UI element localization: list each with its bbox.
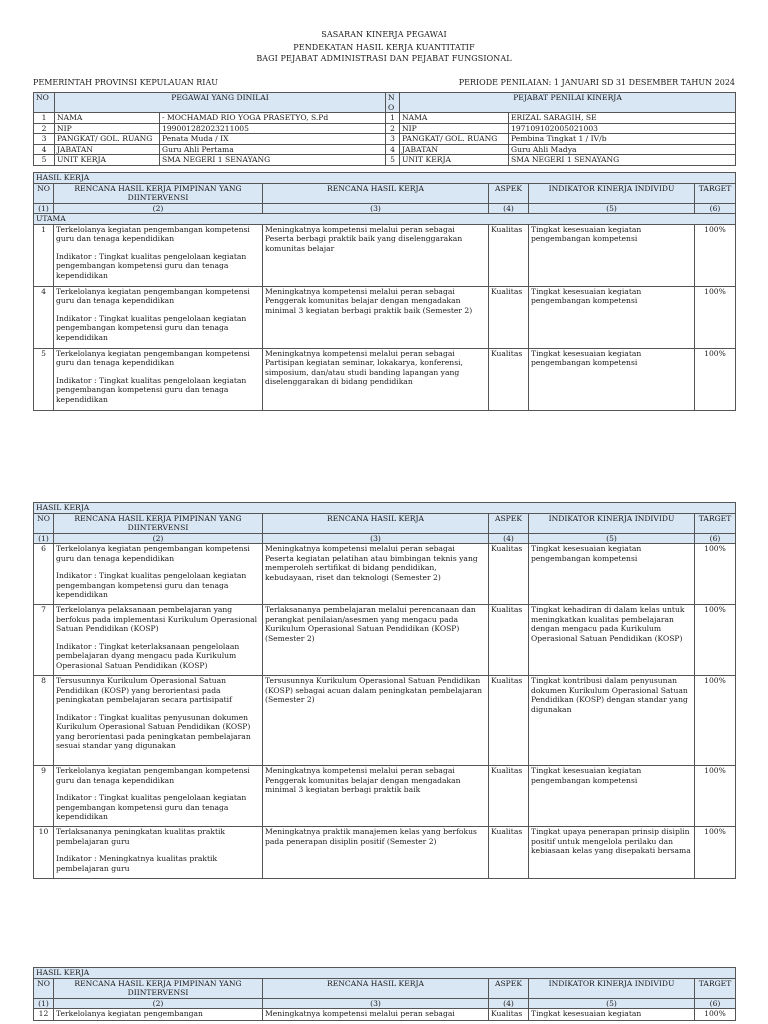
leader-indicator-text: Indikator : Meningkatnya kualitas praktik pembelajaran guru: [56, 854, 218, 873]
plan-text: Meningkatnya praktik manajemen kelas yang berfokus pada penerapan disiplin positif (Semester 2): [263, 827, 489, 879]
row-no: 5: [386, 155, 400, 166]
col-plan: RENCANA HASIL KERJA: [263, 513, 489, 533]
col-target: TARGET: [695, 513, 736, 533]
col-num: (4): [489, 203, 529, 214]
indicator-text: Tingkat kesesuaian kegiatan pengembangan kompetensi: [529, 286, 695, 348]
col-num: (5): [529, 998, 695, 1009]
col-num: (3): [263, 998, 489, 1009]
plan-text: Tersusunnya Kurikulum Operasional Satuan Pendidikan (KOSP) sebagai acuan dalam peningkatan pembelajaran (Semester 2): [263, 676, 489, 766]
leader-plan-text: Terlaksananya peningkatan kualitas praktik pembelajaran guru: [56, 827, 226, 846]
leader-plan-text: Terkelolanya kegiatan pengembangan kompetensi guru dan tenaga kependidikan: [56, 348, 250, 367]
col-leader-plan: RENCANA HASIL KERJA PIMPINAN YANG DIINTERVENSI: [54, 183, 263, 203]
row-no: 5: [34, 348, 54, 410]
row-no: 8: [34, 676, 54, 766]
work-table-page-1: [33, 172, 736, 411]
leader-plan-text: Terkelolanya kegiatan pengembangan: [54, 1009, 263, 1021]
evaluator-name: ERIZAL SARAGIH, SE: [509, 113, 736, 124]
document-title: SASARAN KINERJA PEGAWAI: [321, 30, 447, 39]
leader-plan-text: Terkelolanya kegiatan pengembangan kompetensi guru dan tenaga kependidikan: [56, 286, 250, 305]
aspect-text: Kualitas: [489, 348, 529, 410]
table-row: [34, 1009, 736, 1021]
agency-name: PEMERINTAH PROVINSI KEPULAUAN RIAU: [33, 78, 218, 87]
col-aspect: ASPEK: [489, 183, 529, 203]
col-num: (5): [529, 203, 695, 214]
row-no: 10: [34, 827, 54, 879]
indicator-text: Tingkat kehadiran di dalam kelas untuk meningkatkan kualitas pembelajaran dengan mengacu pada Kurikulum Operasional Satuan Pendidikan (KOSP): [529, 605, 695, 676]
leader-indicator-text: Indikator : Tingkat kualitas pengelolaan kegiatan pengembangan kompetensi guru dan tenaga kependidikan: [56, 571, 247, 599]
leader-indicator-text: Indikator : Tingkat kualitas pengelolaan kegiatan pengembangan kompetensi guru dan tenaga kependidikan: [56, 251, 247, 280]
col-leader-plan: RENCANA HASIL KERJA PIMPINAN YANG DIINTERVENSI: [54, 513, 263, 533]
evaluated-heading: PEGAWAI YANG DINILAI: [55, 93, 386, 113]
table-row: [34, 827, 736, 879]
evaluator-unit: SMA NEGERI 1 SENAYANG: [509, 155, 736, 166]
col-num: (4): [489, 533, 529, 544]
col-num: (1): [34, 998, 54, 1009]
plan-text: Meningkatnya kompetensi melalui peran sebagai Penggerak komunitas belajar dengan mengadakan minimal 3 kegiatan berbagi praktik baik: [263, 766, 489, 827]
aspect-text: Kualitas: [489, 224, 529, 286]
target-text: 100%: [695, 544, 736, 605]
evaluator-rank: Pembina Tingkat 1 / IV/b: [509, 134, 736, 145]
row-label: JABATAN: [400, 144, 509, 155]
row-no: 3: [386, 134, 400, 145]
aspect-text: Kualitas: [489, 766, 529, 827]
target-text: 100%: [695, 605, 736, 676]
row-no: 2: [386, 123, 400, 134]
row-label: NAMA: [55, 113, 160, 124]
row-no: 1: [34, 113, 55, 124]
col-num: (6): [695, 203, 736, 214]
leader-indicator-text: Indikator : Tingkat kualitas pengelolaan kegiatan pengembangan kompetensi guru dan tenaga kependidikan: [56, 793, 247, 821]
leader-indicator-text: Indikator : Tingkat kualitas penyusunan dokumen Kurikulum Operasional Satuan Pendidikan (KOSP) yang berorientasi pada peningkatan pembelajaran sesuai standar yang digunakan: [56, 712, 251, 750]
row-label: UNIT KERJA: [55, 155, 160, 166]
leader-plan-cell: [54, 224, 263, 286]
row-no: 6: [34, 544, 54, 605]
work-table-page-3: [33, 967, 736, 1021]
plan-text: Meningkatnya kompetensi melalui peran sebagai Peserta kegiatan pelatihan atau bimbingan teknis yang memperoleh sertifikat di bidang pendidikan, kebudayaan, riset dan teknologi (Semester 2): [263, 544, 489, 605]
row-no: 12: [34, 1009, 54, 1021]
identity-row: [34, 123, 736, 134]
col-aspect: ASPEK: [489, 513, 529, 533]
leader-plan-cell: [54, 348, 263, 410]
col-num: (2): [54, 998, 263, 1009]
row-no: 4: [386, 144, 400, 155]
plan-text: Meningkatnya kompetensi melalui peran sebagai Penggerak komunitas belajar dengan mengadakan minimal 3 kegiatan berbagi praktik baik (Semester 2): [263, 286, 489, 348]
target-text: 100%: [695, 1009, 736, 1021]
aspect-text: Kualitas: [489, 676, 529, 766]
indicator-text: Tingkat kesesuaian kegiatan: [529, 1009, 695, 1021]
identity-row: [34, 113, 736, 124]
row-label: PANGKAT/ GOL. RUANG: [55, 134, 160, 145]
aspect-text: Kualitas: [489, 286, 529, 348]
row-no: 5: [34, 155, 55, 166]
target-text: 100%: [695, 286, 736, 348]
leader-plan-text: Terkelolanya kegiatan pengembangan kompetensi guru dan tenaga kependidikan: [56, 224, 250, 243]
col-num: (3): [263, 203, 489, 214]
row-no: 4: [34, 144, 55, 155]
col-target: TARGET: [695, 183, 736, 203]
row-no: 2: [34, 123, 55, 134]
table-row: [34, 605, 736, 676]
col-num: (6): [695, 533, 736, 544]
table-row: [34, 544, 736, 605]
plan-text: Meningkatnya kompetensi melalui peran sebagai Partisipan kegiatan seminar, lokakarya, konferensi, simposium, dan/atau studi banding lapangan yang diselenggarakan di bidang pendidikan: [263, 348, 489, 410]
evaluator-nip: 197109102005021003: [509, 123, 736, 134]
leader-indicator-text: Indikator : Tingkat kualitas pengelolaan kegiatan pengembangan kompetensi guru dan tenaga kependidikan: [56, 375, 247, 404]
table-row: [34, 348, 736, 410]
evaluated-rank: Penata Muda / IX: [160, 134, 386, 145]
col-plan: RENCANA HASIL KERJA: [263, 183, 489, 203]
table-row: [34, 224, 736, 286]
leader-indicator-text: Indikator : Tingkat kualitas pengelolaan kegiatan pengembangan kompetensi guru dan tenaga kependidikan: [56, 313, 247, 342]
table-row: [34, 286, 736, 348]
indicator-text: Tingkat kontribusi dalam penyusunan dokumen Kurikulum Operasional Satuan Pendidikan (KOSP) dengan standar yang digunakan: [529, 676, 695, 766]
col-num: (6): [695, 998, 736, 1009]
indicator-text: Tingkat kesesuaian kegiatan pengembangan kompetensi: [529, 544, 695, 605]
row-label: NIP: [400, 123, 509, 134]
assessment-period: PERIODE PENILAIAN: 1 JANUARI SD 31 DESEMBER TAHUN 2024: [458, 78, 735, 87]
id-no-header: NO: [34, 93, 55, 113]
evaluated-position: Guru Ahli Pertama: [160, 144, 386, 155]
aspect-text: Kualitas: [489, 544, 529, 605]
col-num: (4): [489, 998, 529, 1009]
row-no: 9: [34, 766, 54, 827]
leader-plan-cell: [54, 286, 263, 348]
row-label: PANGKAT/ GOL. RUANG: [400, 134, 509, 145]
utama-label: UTAMA: [34, 214, 736, 225]
row-no: 7: [34, 605, 54, 676]
col-indicator: INDIKATOR KINERJA INDIVIDU: [529, 513, 695, 533]
col-aspect: ASPEK: [489, 978, 529, 998]
col-indicator: INDIKATOR KINERJA INDIVIDU: [529, 183, 695, 203]
row-no: 1: [386, 113, 400, 124]
plan-text: Terlaksananya pembelajaran melalui perencanaan dan perangkat penilaian/asesmen yang mengacu pada Kurikulum Operasional Satuan Pendidikan (KOSP) (Semester 2): [263, 605, 489, 676]
work-table-page-2: [33, 502, 736, 879]
col-num: (2): [54, 533, 263, 544]
table-row: [34, 766, 736, 827]
row-no: 4: [34, 286, 54, 348]
plan-text: Meningkatnya kompetensi melalui peran sebagai Peserta berbagi praktik baik yang diselenggarakan komunitas belajar: [263, 224, 489, 286]
col-indicator: INDIKATOR KINERJA INDIVIDU: [529, 978, 695, 998]
indicator-text: Tingkat kesesuaian kegiatan pengembangan kompetensi: [529, 766, 695, 827]
aspect-text: Kualitas: [489, 605, 529, 676]
evaluated-nip: 199001282023211005: [160, 123, 386, 134]
row-no: 1: [34, 224, 54, 286]
table-row: [34, 676, 736, 766]
row-label: JABATAN: [55, 144, 160, 155]
col-num: (5): [529, 533, 695, 544]
leader-plan-text: Terkelolanya kegiatan pengembangan kompetensi guru dan tenaga kependidikan: [56, 544, 250, 563]
target-text: 100%: [695, 224, 736, 286]
col-no: NO: [34, 183, 54, 203]
col-no: NO: [34, 513, 54, 533]
indicator-text: Tingkat kesesuaian kegiatan pengembangan kompetensi: [529, 348, 695, 410]
leader-plan-cell: [54, 827, 263, 879]
indicator-text: Tingkat upaya penerapan prinsip disiplin positif untuk mengelola perilaku dan kebiasaan kelas yang disepakati bersama: [529, 827, 695, 879]
col-no: NO: [34, 978, 54, 998]
evaluated-name: - MOCHAMAD RIO YOGA PRASETYO, S.Pd: [160, 113, 386, 124]
identity-row: [34, 144, 736, 155]
plan-text: Meningkatnya kompetensi melalui peran sebagai: [263, 1009, 489, 1021]
col-plan: RENCANA HASIL KERJA: [263, 978, 489, 998]
identity-row: [34, 155, 736, 166]
col-target: TARGET: [695, 978, 736, 998]
leader-indicator-text: Indikator : Tingkat keterlaksanaan pengelolaan pembelajaran dyang mengacu pada Kurikulum Operasional Satuan Pendidikan (KOSP): [56, 641, 240, 670]
section-label: HASIL KERJA: [34, 173, 736, 184]
indicator-text: Tingkat kesesuaian kegiatan pengembangan kompetensi: [529, 224, 695, 286]
evaluator-position: Guru Ahli Madya: [509, 144, 736, 155]
aspect-text: Kualitas: [489, 827, 529, 879]
identity-row: [34, 134, 736, 145]
evaluated-unit: SMA NEGERI 1 SENAYANG: [160, 155, 386, 166]
leader-plan-cell: [54, 766, 263, 827]
aspect-text: Kualitas: [489, 1009, 529, 1021]
col-num: (3): [263, 533, 489, 544]
id-no-header-2: NO: [386, 93, 400, 113]
leader-plan-cell: [54, 544, 263, 605]
leader-plan-text: Terkelolanya pelaksanaan pembelajaran yang berfokus pada implementasi Kurikulum Operasional Satuan Pendidikan (KOSP): [56, 605, 258, 633]
leader-plan-cell: [54, 676, 263, 766]
row-no: 3: [34, 134, 55, 145]
document-subtitle-2: BAGI PEJABAT ADMINISTRASI DAN PEJABAT FUNGSIONAL: [256, 54, 512, 63]
identity-table: [33, 92, 736, 166]
col-leader-plan: RENCANA HASIL KERJA PIMPINAN YANG DIINTERVENSI: [54, 978, 263, 998]
section-label: HASIL KERJA: [34, 968, 736, 979]
row-label: NAMA: [400, 113, 509, 124]
target-text: 100%: [695, 348, 736, 410]
row-label: UNIT KERJA: [400, 155, 509, 166]
col-num: (1): [34, 533, 54, 544]
target-text: 100%: [695, 676, 736, 766]
row-label: NIP: [55, 123, 160, 134]
target-text: 100%: [695, 827, 736, 879]
col-num: (1): [34, 203, 54, 214]
target-text: 100%: [695, 766, 736, 827]
col-num: (2): [54, 203, 263, 214]
leader-plan-text: Terkelolanya kegiatan pengembangan kompetensi guru dan tenaga kependidikan: [56, 766, 250, 785]
document-subtitle: PENDEKATAN HASIL KERJA KUANTITATIF: [293, 43, 475, 52]
section-label: HASIL KERJA: [34, 503, 736, 514]
evaluator-heading: PEJABAT PENILAI KINERJA: [400, 93, 736, 113]
leader-plan-text: Tersusunnya Kurikulum Operasional Satuan Pendidikan (KOSP) yang berorientasi pada peningkatan pembelajaran secara partisipatif: [56, 676, 232, 704]
leader-plan-cell: [54, 605, 263, 676]
